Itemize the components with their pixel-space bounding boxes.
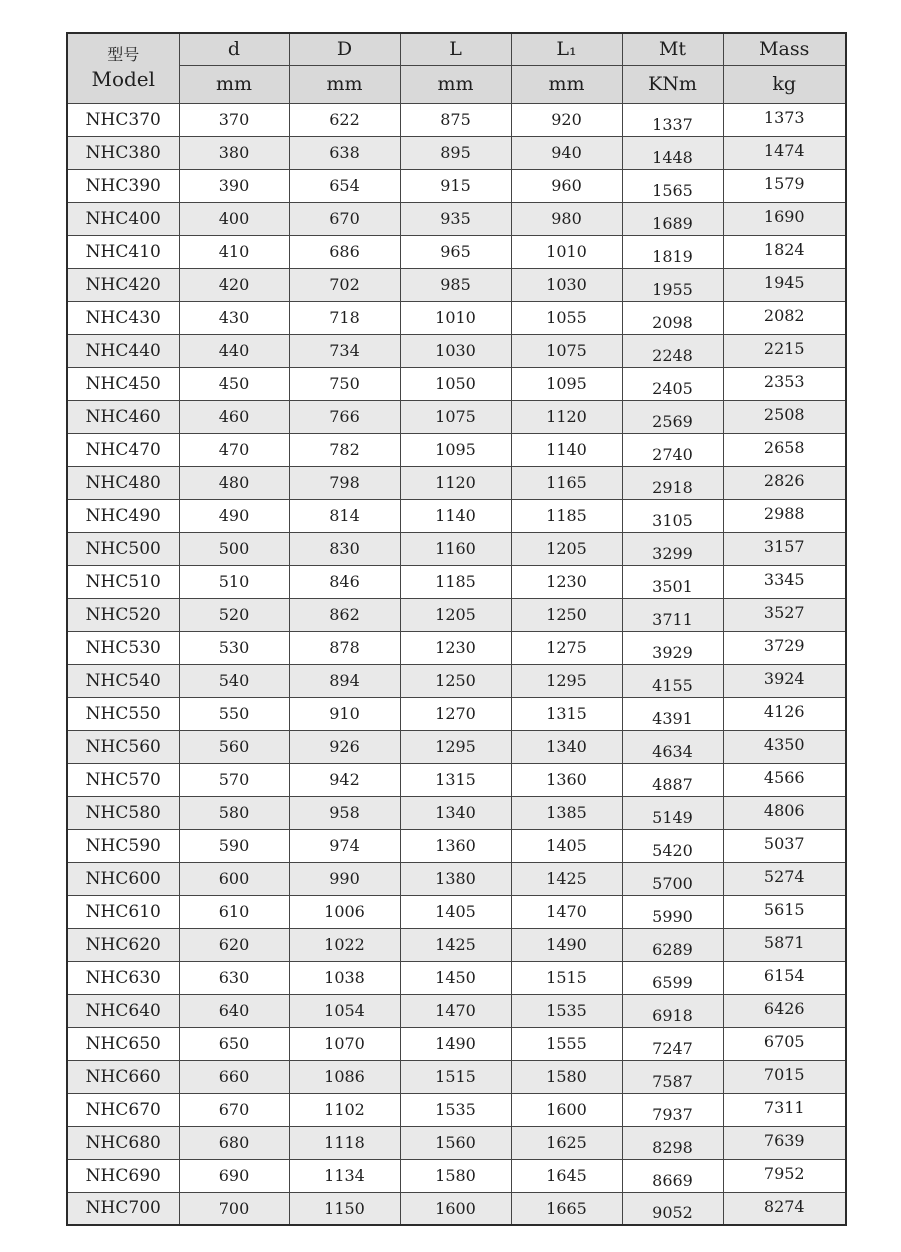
value-cell: 4566 (723, 763, 846, 796)
unit-header-Mass: kg (723, 65, 846, 103)
model-cell: NHC660 (67, 1060, 179, 1093)
value-cell: 7639 (723, 1126, 846, 1159)
table-row (67, 730, 846, 763)
value-cell: 1095 (511, 367, 622, 400)
value-cell: 1560 (400, 1126, 511, 1159)
table-row (67, 532, 846, 565)
value-cell: 1490 (511, 928, 622, 961)
value-cell: 1425 (400, 928, 511, 961)
table-row (67, 1027, 846, 1060)
value-cell: 3501 (622, 565, 723, 598)
value-cell: 8669 (622, 1159, 723, 1192)
value-cell: 1474 (723, 136, 846, 169)
value-cell: 654 (289, 169, 400, 202)
value-cell: 1315 (511, 697, 622, 730)
value-cell: 1250 (511, 598, 622, 631)
value-cell: 830 (289, 532, 400, 565)
value-cell: 1095 (400, 433, 511, 466)
value-cell: 1955 (622, 268, 723, 301)
value-cell: 670 (179, 1093, 289, 1126)
value-cell: 3527 (723, 598, 846, 631)
value-cell: 960 (511, 169, 622, 202)
value-cell: 1160 (400, 532, 511, 565)
model-cell: NHC630 (67, 961, 179, 994)
value-cell: 1022 (289, 928, 400, 961)
table-row (67, 169, 846, 202)
value-cell: 1030 (400, 334, 511, 367)
table-row (67, 367, 846, 400)
value-cell: 1405 (511, 829, 622, 862)
value-cell: 942 (289, 763, 400, 796)
value-cell: 2569 (622, 400, 723, 433)
value-cell: 4155 (622, 664, 723, 697)
value-cell: 1490 (400, 1027, 511, 1060)
table-body (67, 103, 846, 1225)
value-cell: 935 (400, 202, 511, 235)
value-cell: 1006 (289, 895, 400, 928)
value-cell: 1579 (723, 169, 846, 202)
value-cell: 1055 (511, 301, 622, 334)
value-cell: 460 (179, 400, 289, 433)
model-cell: NHC430 (67, 301, 179, 334)
value-cell: 940 (511, 136, 622, 169)
value-cell: 1515 (511, 961, 622, 994)
value-cell: 1315 (400, 763, 511, 796)
table-row (67, 1159, 846, 1192)
table-row (67, 1093, 846, 1126)
value-cell: 1337 (622, 103, 723, 136)
table-row (67, 763, 846, 796)
value-cell: 985 (400, 268, 511, 301)
value-cell: 638 (289, 136, 400, 169)
value-cell: 5700 (622, 862, 723, 895)
table-row (67, 103, 846, 136)
model-cell: NHC600 (67, 862, 179, 895)
value-cell: 1515 (400, 1060, 511, 1093)
value-cell: 766 (289, 400, 400, 433)
value-cell: 6918 (622, 994, 723, 1027)
model-cell: NHC560 (67, 730, 179, 763)
value-cell: 1134 (289, 1159, 400, 1192)
value-cell: 1340 (400, 796, 511, 829)
table-row (67, 400, 846, 433)
value-cell: 6289 (622, 928, 723, 961)
value-cell: 894 (289, 664, 400, 697)
value-cell: 1385 (511, 796, 622, 829)
value-cell: 1165 (511, 466, 622, 499)
model-cell: NHC370 (67, 103, 179, 136)
value-cell: 390 (179, 169, 289, 202)
table-row (67, 565, 846, 598)
value-cell: 7247 (622, 1027, 723, 1060)
model-cell: NHC690 (67, 1159, 179, 1192)
model-cell: NHC410 (67, 235, 179, 268)
value-cell: 1140 (400, 499, 511, 532)
table-row (67, 928, 846, 961)
value-cell: 4126 (723, 697, 846, 730)
value-cell: 5615 (723, 895, 846, 928)
table-row (67, 1192, 846, 1225)
table-row (67, 136, 846, 169)
value-cell: 4634 (622, 730, 723, 763)
value-cell: 1600 (511, 1093, 622, 1126)
value-cell: 2353 (723, 367, 846, 400)
value-cell: 1230 (400, 631, 511, 664)
value-cell: 2740 (622, 433, 723, 466)
value-cell: 782 (289, 433, 400, 466)
value-cell: 690 (179, 1159, 289, 1192)
value-cell: 2248 (622, 334, 723, 367)
model-cell: NHC450 (67, 367, 179, 400)
value-cell: 1205 (400, 598, 511, 631)
model-cell: NHC540 (67, 664, 179, 697)
value-cell: 3345 (723, 565, 846, 598)
value-cell: 1150 (289, 1192, 400, 1225)
value-cell: 470 (179, 433, 289, 466)
value-cell: 2918 (622, 466, 723, 499)
table-row (67, 994, 846, 1027)
unit-header-L: mm (400, 65, 511, 103)
value-cell: 4806 (723, 796, 846, 829)
value-cell: 4350 (723, 730, 846, 763)
value-cell: 1270 (400, 697, 511, 730)
model-cell: NHC390 (67, 169, 179, 202)
value-cell: 1373 (723, 103, 846, 136)
value-cell: 1645 (511, 1159, 622, 1192)
value-cell: 2215 (723, 334, 846, 367)
table-row (67, 466, 846, 499)
value-cell: 974 (289, 829, 400, 862)
value-cell: 1205 (511, 532, 622, 565)
value-cell: 1102 (289, 1093, 400, 1126)
model-cell: NHC570 (67, 763, 179, 796)
value-cell: 814 (289, 499, 400, 532)
value-cell: 1625 (511, 1126, 622, 1159)
value-cell: 5420 (622, 829, 723, 862)
value-cell: 1600 (400, 1192, 511, 1225)
value-cell: 4887 (622, 763, 723, 796)
value-cell: 702 (289, 268, 400, 301)
value-cell: 1075 (400, 400, 511, 433)
value-cell: 1580 (511, 1060, 622, 1093)
model-cell: NHC470 (67, 433, 179, 466)
model-cell: NHC500 (67, 532, 179, 565)
table-row (67, 1126, 846, 1159)
column-header-model (67, 33, 179, 103)
model-cell: NHC480 (67, 466, 179, 499)
unit-header-D: mm (289, 65, 400, 103)
table-row (67, 664, 846, 697)
value-cell: 1689 (622, 202, 723, 235)
value-cell: 2988 (723, 499, 846, 532)
value-cell: 1070 (289, 1027, 400, 1060)
table-row (67, 499, 846, 532)
value-cell: 686 (289, 235, 400, 268)
value-cell: 1360 (400, 829, 511, 862)
column-header-Mass: Mass (723, 33, 846, 65)
model-cell: NHC400 (67, 202, 179, 235)
value-cell: 2098 (622, 301, 723, 334)
value-cell: 570 (179, 763, 289, 796)
value-cell: 1120 (511, 400, 622, 433)
value-cell: 370 (179, 103, 289, 136)
table-row (67, 796, 846, 829)
value-cell: 4391 (622, 697, 723, 730)
value-cell: 6705 (723, 1027, 846, 1060)
model-cell: NHC520 (67, 598, 179, 631)
value-cell: 1120 (400, 466, 511, 499)
model-cell: NHC510 (67, 565, 179, 598)
model-cell: NHC610 (67, 895, 179, 928)
coupling-spec-table (66, 32, 847, 1226)
value-cell: 1470 (400, 994, 511, 1027)
table-row (67, 697, 846, 730)
table-row (67, 631, 846, 664)
value-cell: 734 (289, 334, 400, 367)
model-cell: NHC550 (67, 697, 179, 730)
value-cell: 680 (179, 1126, 289, 1159)
table-header (67, 33, 846, 103)
model-cell: NHC680 (67, 1126, 179, 1159)
value-cell: 2405 (622, 367, 723, 400)
value-cell: 600 (179, 862, 289, 895)
column-header-d: d (179, 33, 289, 65)
value-cell: 610 (179, 895, 289, 928)
value-cell: 2508 (723, 400, 846, 433)
table-row (67, 598, 846, 631)
value-cell: 878 (289, 631, 400, 664)
model-cell: NHC670 (67, 1093, 179, 1126)
value-cell: 1185 (400, 565, 511, 598)
value-cell: 3299 (622, 532, 723, 565)
value-cell: 1030 (511, 268, 622, 301)
value-cell: 1535 (511, 994, 622, 1027)
value-cell: 846 (289, 565, 400, 598)
value-cell: 990 (289, 862, 400, 895)
model-cell: NHC700 (67, 1192, 179, 1225)
table-row (67, 268, 846, 301)
value-cell: 380 (179, 136, 289, 169)
value-cell: 1824 (723, 235, 846, 268)
value-cell: 798 (289, 466, 400, 499)
value-cell: 410 (179, 235, 289, 268)
column-header-L1: L₁ (511, 33, 622, 65)
value-cell: 3105 (622, 499, 723, 532)
value-cell: 1185 (511, 499, 622, 532)
value-cell: 3729 (723, 631, 846, 664)
value-cell: 1819 (622, 235, 723, 268)
model-cell: NHC440 (67, 334, 179, 367)
value-cell: 1295 (511, 664, 622, 697)
value-cell: 1448 (622, 136, 723, 169)
value-cell: 1450 (400, 961, 511, 994)
value-cell: 1275 (511, 631, 622, 664)
value-cell: 510 (179, 565, 289, 598)
model-cell: NHC620 (67, 928, 179, 961)
model-cell: NHC580 (67, 796, 179, 829)
model-cell: NHC490 (67, 499, 179, 532)
table-row (67, 334, 846, 367)
value-cell: 1118 (289, 1126, 400, 1159)
value-cell: 1086 (289, 1060, 400, 1093)
value-cell: 620 (179, 928, 289, 961)
value-cell: 500 (179, 532, 289, 565)
value-cell: 1050 (400, 367, 511, 400)
value-cell: 700 (179, 1192, 289, 1225)
value-cell: 650 (179, 1027, 289, 1060)
value-cell: 560 (179, 730, 289, 763)
value-cell: 1010 (511, 235, 622, 268)
value-cell: 958 (289, 796, 400, 829)
value-cell: 590 (179, 829, 289, 862)
value-cell: 965 (400, 235, 511, 268)
value-cell: 875 (400, 103, 511, 136)
value-cell: 3924 (723, 664, 846, 697)
table-row (67, 862, 846, 895)
value-cell: 7937 (622, 1093, 723, 1126)
value-cell: 1038 (289, 961, 400, 994)
value-cell: 7952 (723, 1159, 846, 1192)
value-cell: 440 (179, 334, 289, 367)
value-cell: 550 (179, 697, 289, 730)
value-cell: 1470 (511, 895, 622, 928)
value-cell: 8274 (723, 1192, 846, 1225)
value-cell: 910 (289, 697, 400, 730)
value-cell: 5149 (622, 796, 723, 829)
value-cell: 540 (179, 664, 289, 697)
value-cell: 400 (179, 202, 289, 235)
value-cell: 1250 (400, 664, 511, 697)
value-cell: 7311 (723, 1093, 846, 1126)
column-header-L: L (400, 33, 511, 65)
value-cell: 2082 (723, 301, 846, 334)
value-cell: 1945 (723, 268, 846, 301)
value-cell: 1380 (400, 862, 511, 895)
model-cell: NHC460 (67, 400, 179, 433)
table-row (67, 433, 846, 466)
value-cell: 480 (179, 466, 289, 499)
value-cell: 622 (289, 103, 400, 136)
value-cell: 5037 (723, 829, 846, 862)
value-cell: 1360 (511, 763, 622, 796)
unit-header-d: mm (179, 65, 289, 103)
value-cell: 490 (179, 499, 289, 532)
value-cell: 862 (289, 598, 400, 631)
table-row (67, 961, 846, 994)
value-cell: 1340 (511, 730, 622, 763)
value-cell: 5871 (723, 928, 846, 961)
value-cell: 7587 (622, 1060, 723, 1093)
value-cell: 1075 (511, 334, 622, 367)
value-cell: 580 (179, 796, 289, 829)
value-cell: 630 (179, 961, 289, 994)
column-header-Mt: Mt (622, 33, 723, 65)
model-cell: NHC640 (67, 994, 179, 1027)
value-cell: 3711 (622, 598, 723, 631)
value-cell: 7015 (723, 1060, 846, 1093)
value-cell: 2658 (723, 433, 846, 466)
value-cell: 5274 (723, 862, 846, 895)
value-cell: 450 (179, 367, 289, 400)
unit-header-L1: mm (511, 65, 622, 103)
value-cell: 1555 (511, 1027, 622, 1060)
value-cell: 1565 (622, 169, 723, 202)
table-row (67, 829, 846, 862)
table-row (67, 202, 846, 235)
value-cell: 1690 (723, 202, 846, 235)
value-cell: 420 (179, 268, 289, 301)
value-cell: 5990 (622, 895, 723, 928)
value-cell: 1405 (400, 895, 511, 928)
column-header-D: D (289, 33, 400, 65)
value-cell: 1535 (400, 1093, 511, 1126)
value-cell: 920 (511, 103, 622, 136)
value-cell: 2826 (723, 466, 846, 499)
value-cell: 430 (179, 301, 289, 334)
table-row (67, 1060, 846, 1093)
value-cell: 3929 (622, 631, 723, 664)
value-cell: 640 (179, 994, 289, 1027)
value-cell: 1054 (289, 994, 400, 1027)
value-cell: 718 (289, 301, 400, 334)
value-cell: 1425 (511, 862, 622, 895)
value-cell: 8298 (622, 1126, 723, 1159)
value-cell: 915 (400, 169, 511, 202)
value-cell: 3157 (723, 532, 846, 565)
model-cell: NHC380 (67, 136, 179, 169)
value-cell: 750 (289, 367, 400, 400)
value-cell: 6426 (723, 994, 846, 1027)
value-cell: 1230 (511, 565, 622, 598)
model-cell: NHC530 (67, 631, 179, 664)
unit-header-Mt: KNm (622, 65, 723, 103)
value-cell: 670 (289, 202, 400, 235)
model-label-cn: 型号 (107, 44, 140, 64)
value-cell: 530 (179, 631, 289, 664)
value-cell: 1665 (511, 1192, 622, 1225)
model-label-en: Model (91, 66, 156, 91)
value-cell: 1295 (400, 730, 511, 763)
model-cell: NHC650 (67, 1027, 179, 1060)
value-cell: 895 (400, 136, 511, 169)
value-cell: 6154 (723, 961, 846, 994)
table-row (67, 235, 846, 268)
table-row (67, 895, 846, 928)
value-cell: 520 (179, 598, 289, 631)
model-cell: NHC590 (67, 829, 179, 862)
table-row (67, 301, 846, 334)
value-cell: 9052 (622, 1192, 723, 1225)
value-cell: 660 (179, 1060, 289, 1093)
value-cell: 1140 (511, 433, 622, 466)
value-cell: 980 (511, 202, 622, 235)
value-cell: 1580 (400, 1159, 511, 1192)
model-cell: NHC420 (67, 268, 179, 301)
value-cell: 926 (289, 730, 400, 763)
value-cell: 1010 (400, 301, 511, 334)
value-cell: 6599 (622, 961, 723, 994)
